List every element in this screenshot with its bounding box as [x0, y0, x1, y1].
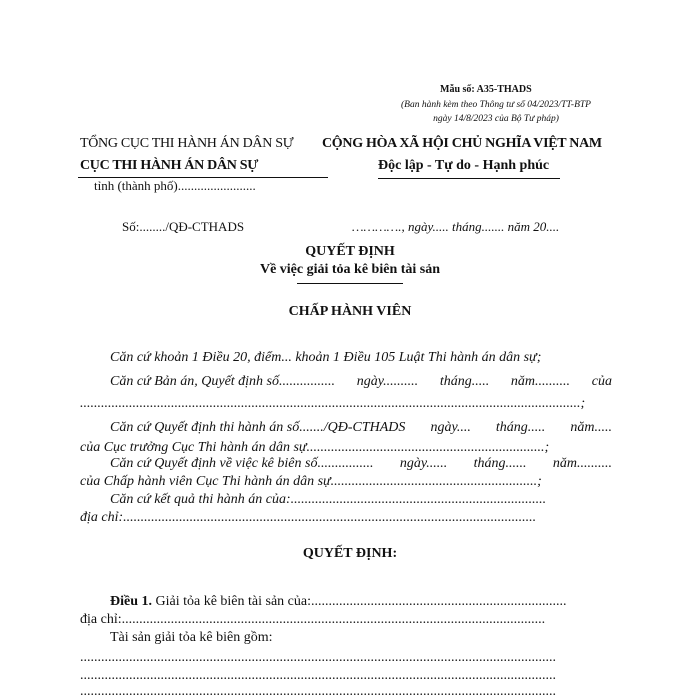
article-1-dots-3: ........................................................................................................................................: [80, 684, 556, 699]
article-1-label: Điều 1.: [110, 594, 152, 609]
nation-name: CỘNG HÒA XÃ HỘI CHỦ NGHĨA VIỆT NAM: [322, 136, 602, 151]
article-1: [80, 594, 612, 610]
article-1-assets-label: Tài sản giải tỏa kê biên gồm:: [110, 630, 273, 645]
issuing-authority: CHẤP HÀNH VIÊN: [288, 304, 412, 319]
ground-3: [80, 420, 612, 436]
ground-1: Căn cứ khoản 1 Điều 20, điểm... khoản 1 Điều 105 Luật Thi hành án dân sự;: [110, 350, 542, 365]
ground-3-part-c: tháng.....: [495, 420, 546, 435]
ground-2-part-a: Căn cứ Bản án, Quyết định số................: [110, 374, 336, 389]
article-1-dots-1: ........................................................................................................................................: [80, 650, 556, 665]
article-1-text: Giải tỏa kê biên tài sản của:.........................................................................: [155, 594, 567, 609]
ground-4-part-c: tháng......: [473, 456, 527, 471]
ground-3-part-a: Căn cứ Quyết định thi hành án số......./QĐ-CTHADS: [110, 420, 406, 435]
ground-2-part-b: ngày..........: [356, 374, 419, 389]
subtitle-underline: [297, 283, 403, 284]
article-1-dots-2: ........................................................................................................................................: [80, 668, 556, 683]
motto-underline: [378, 178, 560, 179]
ground-5: Căn cứ kết quả thi hành án của:.........................................................................: [110, 492, 547, 507]
document-date-place: …………., ngày..... tháng....... năm 20....: [352, 219, 560, 234]
form-note-line-2: ngày 14/8/2023 của Bộ Tư pháp): [433, 114, 559, 124]
ground-2-part-d: năm..........: [510, 374, 571, 389]
agency-name: CỤC THI HÀNH ÁN DÂN SỰ: [80, 158, 259, 173]
ground-3-continuation: của Cục trưởng Cục Thi hành án dân sự....................................................................;: [80, 440, 550, 455]
ground-2: [80, 374, 612, 390]
agency-province: tỉnh (thành phố)........................: [94, 178, 256, 193]
article-1-address: địa chỉ:.........................................................................................................................: [80, 612, 546, 627]
ground-4: [80, 456, 612, 472]
document-title: QUYẾT ĐỊNH: [305, 244, 395, 259]
form-note-line-1: (Ban hành kèm theo Thông tư số 04/2023/TT-BTP: [401, 100, 591, 110]
ground-4-continuation: của Chấp hành viên Cục Thi hành án dân sự...........................................................;: [80, 474, 542, 489]
ground-3-part-d: năm.....: [570, 420, 612, 435]
ground-4-part-d: năm..........: [552, 456, 612, 471]
document-subtitle: Về việc giải tỏa kê biên tài sản: [259, 262, 441, 277]
ground-4-part-a: Căn cứ Quyết định về việc kê biên số................: [110, 456, 374, 471]
ground-3-part-b: ngày....: [430, 420, 471, 435]
form-code: Mẫu số: A35-THADS: [440, 84, 532, 95]
ground-2-part-c: tháng.....: [439, 374, 490, 389]
ground-4-part-b: ngày......: [399, 456, 448, 471]
document-number: Số:......../QĐ-CTHADS: [122, 219, 245, 234]
decision-heading: QUYẾT ĐỊNH:: [302, 546, 398, 561]
ground-5-continuation: địa chỉ:......................................................................................................................: [80, 510, 537, 525]
ground-2-continuation: ...............................................................................................................................................;: [80, 396, 586, 411]
form-note: [376, 98, 616, 126]
agency-parent: TỔNG CỤC THI HÀNH ÁN DÂN SỰ: [80, 136, 294, 151]
nation-motto: Độc lập - Tự do - Hạnh phúc: [378, 158, 550, 173]
ground-2-part-e: của: [591, 374, 612, 389]
